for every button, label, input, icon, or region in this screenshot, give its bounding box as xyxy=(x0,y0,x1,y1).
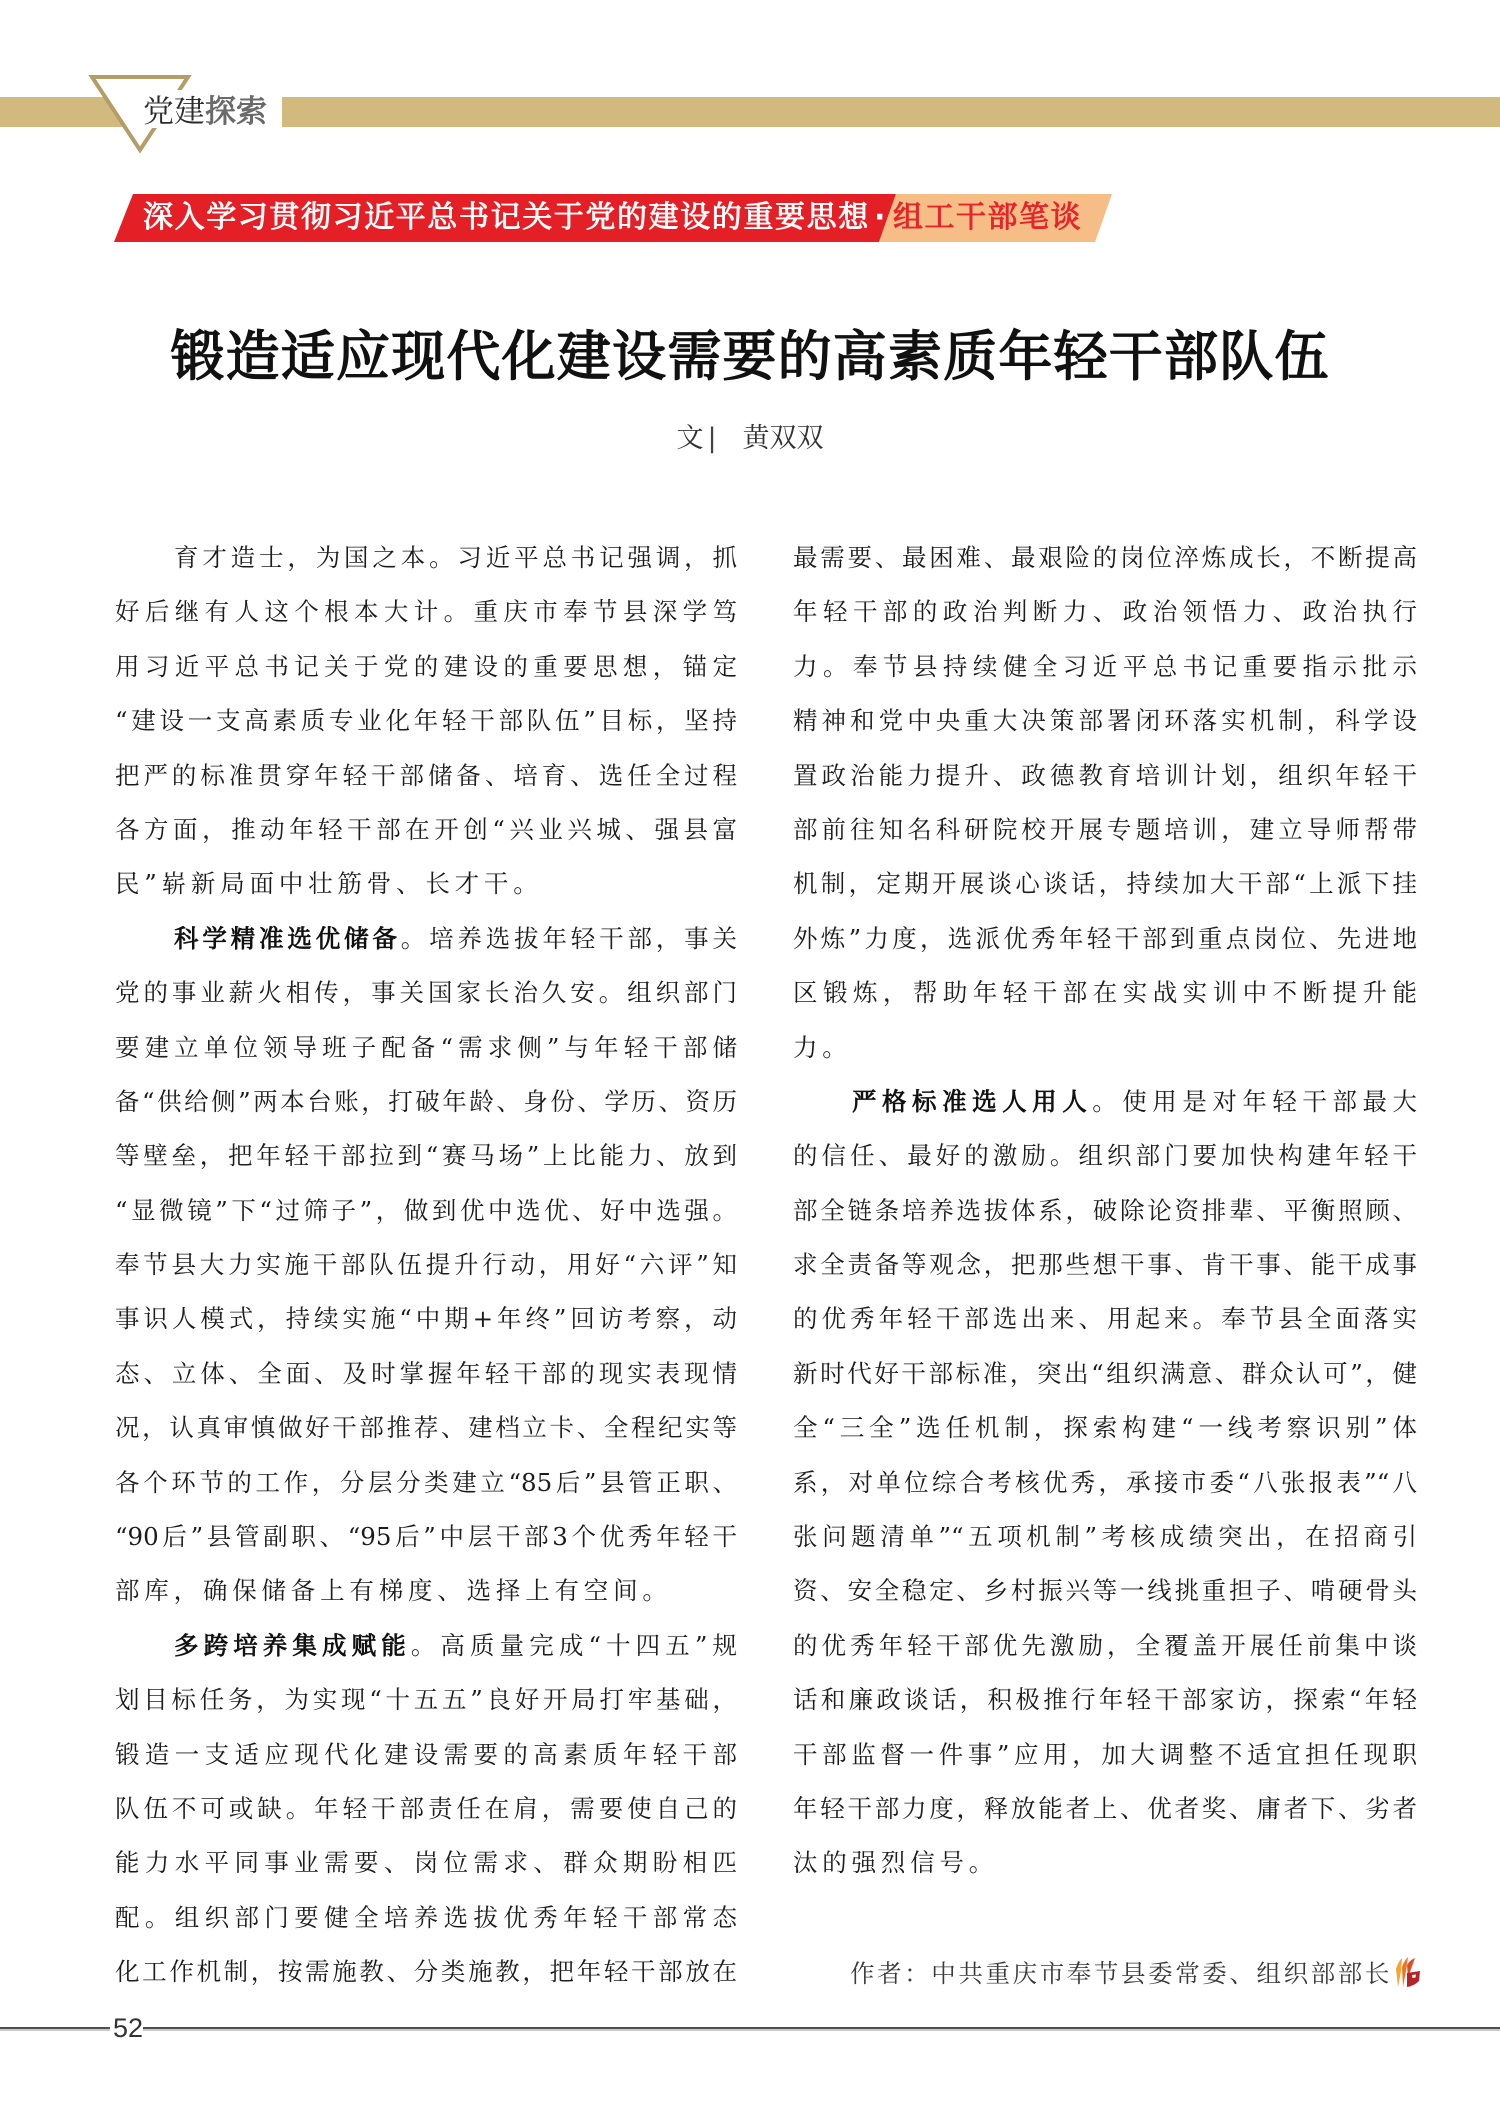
text-line: 资、安全稳定、乡村振兴等一线挑重担子、啃硬骨头 xyxy=(793,1576,1417,1606)
text-line: 奉节县大力实施干部队伍提升行动，用好“六评”知 xyxy=(115,1250,737,1280)
text-line: 好后继有人这个根本大计。重庆市奉节县深学笃 xyxy=(115,597,737,627)
column-banner-subtitle: 组工干部笔谈 xyxy=(893,200,1082,235)
text-line: 区锻炼，帮助年轻干部在实战实训中不断提升能 xyxy=(793,978,1417,1008)
text-line: 最需要、最困难、最艰险的岗位淬炼成长，不断提高 xyxy=(793,543,1417,572)
text-line: 部前往知名科研院校开展专题培训，建立导师帮带 xyxy=(793,814,1417,844)
text-line: 事识人模式，持续实施“中期+年终”回访考察，动 xyxy=(115,1304,737,1334)
text-line: 新时代好干部标准，突出“组织满意、群众认可”，健 xyxy=(793,1358,1417,1388)
paragraph xyxy=(115,912,737,1619)
text-line: 年轻干部力度，释放能者上、优者奖、庸者下、劣者 xyxy=(793,1793,1417,1823)
text-line: 求全责备等观念，把那些想干事、肯干事、能干成事 xyxy=(793,1250,1417,1280)
text-line: 精神和党中央重大决策部署闭环落实机制，科学设 xyxy=(793,706,1417,736)
text-line: 能力水平同事业需要、岗位需求、群众期盼相匹 xyxy=(115,1848,737,1878)
text-line: 全“三全”选任机制，探索构建“一线考察识别”体 xyxy=(793,1413,1417,1443)
text-column-right xyxy=(793,531,1417,2000)
section-label-part2: 探索 xyxy=(205,94,267,130)
section-header-graphic xyxy=(0,0,1500,160)
text-line: “显微镜”下“过筛子”，做到优中选优、好中选强。 xyxy=(115,1195,737,1225)
paragraph xyxy=(115,1619,737,2000)
text-line: 部全链条培养选拔体系，破除论资排辈、平衡照顾、 xyxy=(793,1195,1417,1225)
text-line xyxy=(115,912,737,966)
text-line: 各方面，推动年轻干部在开创“兴业兴城、强县富 xyxy=(115,814,737,844)
paragraph-lead-heading: 多跨培养集成赋能 xyxy=(174,1630,411,1660)
byline-separator: | xyxy=(707,423,717,454)
text-line: 态、立体、全面、及时掌握年轻干部的现实表现情 xyxy=(115,1358,737,1388)
byline-label: 文 xyxy=(676,423,704,454)
text-run: 。使用是对年轻干部最大 xyxy=(1092,1086,1418,1116)
text-line: 力。 xyxy=(793,1032,852,1062)
paragraph xyxy=(793,1075,1417,1891)
text-line: “建设一支高素质专业化年轻干部队伍”目标，坚持 xyxy=(115,706,737,736)
text-line: 系，对单位综合考核优秀，承接市委“八张报表”“八 xyxy=(793,1467,1417,1497)
text-line: 育才造士，为国之本。习近平总书记强调，抓 xyxy=(174,543,737,572)
text-column-left xyxy=(115,531,737,2000)
text-line: 等壁垒，把年轻干部拉到“赛马场”上比能力、放到 xyxy=(115,1141,737,1171)
text-line xyxy=(115,1619,737,1673)
text-line: 置政治能力提升、政德教育培训计划，组织年轻干 xyxy=(793,760,1417,790)
byline-author: 黄双双 xyxy=(742,423,824,454)
text-line: 党的事业薪火相传，事关国家长治久安。组织部门 xyxy=(115,978,737,1008)
section-label-part1: 党建 xyxy=(143,94,205,130)
section-label xyxy=(143,93,267,131)
text-line: 队伍不可或缺。年轻干部责任在肩，需要使自己的 xyxy=(115,1793,737,1823)
column-banner-separator: · xyxy=(874,200,887,235)
page-number: 52 xyxy=(113,2013,144,2043)
text-line: 备“供给侧”两本台账，打破年龄、身份、学历、资历 xyxy=(115,1086,737,1116)
text-line: 把严的标准贯穿年轻干部储备、培育、选任全过程 xyxy=(115,760,737,790)
party-flag-emblem-icon xyxy=(1395,1956,1421,1989)
text-line: 年轻干部的政治判断力、政治领悟力、政治执行 xyxy=(793,597,1417,627)
byline xyxy=(0,421,1500,457)
text-line: 汰的强烈信号。 xyxy=(793,1848,999,1878)
text-line: 化工作机制，按需施教、分类施教，把年轻干部放在 xyxy=(115,1957,737,1987)
text-line: 划目标任务，为实现“十五五”良好开局打牢基础， xyxy=(115,1685,737,1715)
text-line: 的优秀年轻干部优先激励，全覆盖开展任前集中谈 xyxy=(793,1630,1417,1660)
text-line: 况，认真审慎做好干部推荐、建档立卡、全程纪实等 xyxy=(115,1413,737,1443)
paragraph xyxy=(115,531,737,912)
paragraph xyxy=(793,531,1417,1075)
text-line: 机制，定期开展谈心谈话，持续加大干部“上派下挂 xyxy=(793,869,1417,899)
article-title: 锻造适应现代化建设需要的高素质年轻干部队伍 xyxy=(170,325,1330,388)
footer-rule-right xyxy=(143,2027,1500,2029)
text-line: 力。奉节县持续健全习近平总书记重要指示批示 xyxy=(793,651,1417,681)
text-line: 部库，确保储备上有梯度、选择上有空间。 xyxy=(115,1576,672,1606)
paragraph-lead-heading: 严格标准选人用人 xyxy=(852,1086,1093,1116)
paragraph-lead-heading: 科学精准选优储备 xyxy=(174,923,401,953)
text-line: “90后”县管副职、“95后”中层干部3个优秀年轻干 xyxy=(115,1522,737,1552)
text-line: 要建立单位领导班子配备“需求侧”与年轻干部储 xyxy=(115,1032,737,1062)
footer-rule-left xyxy=(0,2027,110,2029)
text-line: 民”崭新局面中壮筋骨、长才干。 xyxy=(115,869,543,899)
text-run: 。高质量完成“十四五”规 xyxy=(410,1630,737,1660)
text-line: 干部监督一件事”应用，加大调整不适宜担任现职 xyxy=(793,1739,1417,1769)
text-line: 的优秀年轻干部选出来、用起来。奉节县全面落实 xyxy=(793,1304,1417,1334)
text-line: 张问题清单”“五项机制”考核成绩突出，在招商引 xyxy=(793,1522,1417,1552)
text-line: 配。组织部门要健全培养选拔优秀年轻干部常态 xyxy=(115,1902,737,1932)
text-line xyxy=(793,1075,1417,1129)
author-note-text: 作者：中共重庆市奉节县委常委、组织部部长 xyxy=(850,1958,1392,1988)
column-banner-title: 深入学习贯彻习近平总书记关于党的建设的重要思想 xyxy=(143,200,870,235)
text-line: 各个环节的工作，分层分类建立“85后”县管正职、 xyxy=(115,1467,737,1497)
text-line: 话和廉政谈话，积极推行年轻干部家访，探索“年轻 xyxy=(793,1685,1417,1715)
text-line: 锻造一支适应现代化建设需要的高素质年轻干部 xyxy=(115,1739,737,1769)
text-line: 外炼”力度，选派优秀年轻干部到重点岗位、先进地 xyxy=(793,923,1417,953)
text-line: 的信任、最好的激励。组织部门要加快构建年轻干 xyxy=(793,1141,1417,1171)
author-note xyxy=(793,1945,1417,1999)
text-line: 用习近平总书记关于党的建设的重要思想，锚定 xyxy=(115,651,737,681)
text-run: 。培养选拔年轻干部，事关 xyxy=(400,923,738,953)
